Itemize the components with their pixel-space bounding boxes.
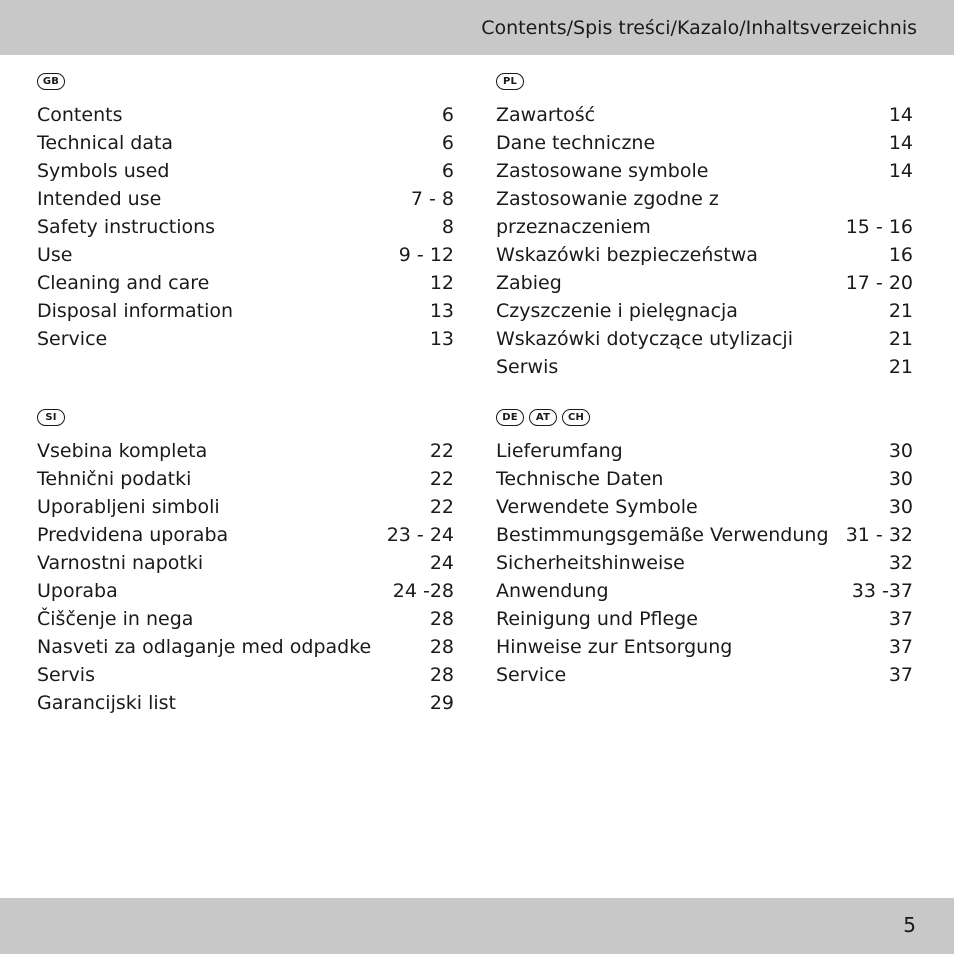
toc-entry-page: 6 — [441, 132, 454, 154]
toc-entry-page: 30 — [888, 468, 913, 490]
toc-section-de — [496, 409, 913, 689]
toc-entry[interactable] — [496, 269, 913, 297]
toc-entry[interactable] — [496, 353, 913, 381]
toc-entry-page: 12 — [429, 272, 454, 294]
toc-entry[interactable] — [496, 185, 913, 241]
toc-entry-page: 24 -28 — [392, 580, 454, 602]
toc-entry[interactable] — [496, 297, 913, 325]
toc-entry-label: Wskazówki bezpieczeństwa — [496, 244, 758, 266]
language-badges — [37, 409, 454, 428]
toc-entry[interactable] — [496, 325, 913, 353]
toc-entry[interactable] — [37, 213, 454, 241]
toc-entry-label: Safety instructions — [37, 216, 216, 238]
toc-entry[interactable] — [496, 549, 913, 577]
toc-entry-label: Hinweise zur Entsorgung — [496, 636, 733, 658]
toc-entry-label: Zabieg — [496, 272, 562, 294]
language-badges — [37, 73, 454, 92]
toc-entry[interactable] — [37, 689, 454, 717]
toc-entry[interactable] — [37, 157, 454, 185]
toc-section-si — [37, 409, 454, 717]
toc-entry[interactable] — [496, 493, 913, 521]
page-header-title: Contents/Spis treści/Kazalo/Inhaltsverzeichnis — [481, 17, 917, 39]
page-number: 5 — [903, 913, 916, 937]
language-badge-de: DE — [496, 409, 524, 426]
toc-entry-page: 7 - 8 — [410, 188, 454, 210]
toc-entry-page: 22 — [429, 468, 454, 490]
toc-entry-label-continuation: przeznaczeniem — [496, 216, 651, 238]
toc-entry-label: Lieferumfang — [496, 440, 623, 462]
toc-section-pl — [496, 73, 913, 381]
toc-entry[interactable] — [496, 465, 913, 493]
toc-entry-label: Varnostni napotki — [37, 552, 204, 574]
toc-entry-page: 14 — [888, 104, 913, 126]
toc-entry[interactable] — [37, 437, 454, 465]
toc-entry-label: Zastosowanie zgodne z — [496, 188, 719, 210]
toc-entry-label: Sicherheitshinweise — [496, 552, 685, 574]
toc-entry-page: 28 — [429, 608, 454, 630]
toc-entry-page: 37 — [888, 636, 913, 658]
language-badge-ch: CH — [562, 409, 590, 426]
toc-entry[interactable] — [37, 577, 454, 605]
toc-entry[interactable] — [37, 269, 454, 297]
toc-entry-label: Wskazówki dotyczące utylizacji — [496, 328, 793, 350]
toc-entry-label: Tehnični podatki — [37, 468, 192, 490]
language-badge-at: AT — [529, 409, 557, 426]
toc-entry[interactable] — [496, 241, 913, 269]
toc-entry-label: Cleaning and care — [37, 272, 210, 294]
language-badges — [496, 409, 913, 428]
toc-entry-label: Zawartość — [496, 104, 596, 126]
toc-entry-label: Servis — [37, 664, 95, 686]
toc-entry-label: Contents — [37, 104, 123, 126]
toc-entry-label: Symbols used — [37, 160, 170, 182]
toc-entry-label: Czyszczenie i pielęgnacja — [496, 300, 738, 322]
toc-entry[interactable] — [37, 661, 454, 689]
footer-bar — [0, 898, 954, 954]
toc-entry[interactable] — [496, 101, 913, 129]
toc-entry[interactable] — [496, 605, 913, 633]
toc-entry[interactable] — [37, 325, 454, 353]
toc-entry-label: Verwendete Symbole — [496, 496, 698, 518]
toc-entry[interactable] — [496, 521, 913, 549]
toc-entry-page: 22 — [429, 496, 454, 518]
toc-entry-page: 37 — [888, 608, 913, 630]
language-badge-si: SI — [37, 409, 65, 426]
toc-entry-page: 21 — [888, 328, 913, 350]
toc-entry[interactable] — [37, 493, 454, 521]
toc-entry-label: Bestimmungsgemäße Verwendung — [496, 524, 829, 546]
toc-entry[interactable] — [37, 549, 454, 577]
toc-entry-page: 30 — [888, 440, 913, 462]
toc-entry-label: Dane techniczne — [496, 132, 656, 154]
toc-entry-page: 16 — [888, 244, 913, 266]
toc-entry[interactable] — [496, 633, 913, 661]
language-badges — [496, 73, 913, 92]
language-badge-pl: PL — [496, 73, 524, 90]
toc-entry[interactable] — [37, 185, 454, 213]
toc-entry[interactable] — [496, 437, 913, 465]
toc-entry-page: 6 — [441, 160, 454, 182]
toc-entry[interactable] — [37, 129, 454, 157]
toc-entry-label: Anwendung — [496, 580, 609, 602]
toc-entry-label: Service — [37, 328, 108, 350]
toc-entry-page: 13 — [429, 300, 454, 322]
toc-entry-label: Disposal information — [37, 300, 234, 322]
toc-entry-label: Serwis — [496, 356, 559, 378]
toc-entry-label: Nasveti za odlaganje med odpadke — [37, 636, 372, 658]
toc-entry[interactable] — [496, 577, 913, 605]
toc-entry-page: 9 - 12 — [398, 244, 454, 266]
toc-entry[interactable] — [37, 297, 454, 325]
toc-entry[interactable] — [496, 661, 913, 689]
toc-entry-continuation — [496, 213, 913, 241]
toc-entry-label: Čiščenje in nega — [37, 608, 194, 630]
toc-entry-page: 21 — [888, 356, 913, 378]
toc-entry-page: 29 — [429, 692, 454, 714]
toc-entry-page: 33 -37 — [851, 580, 913, 602]
toc-entry-page: 21 — [888, 300, 913, 322]
toc-entry-page: 28 — [429, 636, 454, 658]
toc-entry-label: Intended use — [37, 188, 162, 210]
toc-entry-page: 30 — [888, 496, 913, 518]
toc-entry-label: Technical data — [37, 132, 174, 154]
toc-entry-page: 23 - 24 — [386, 524, 454, 546]
toc-section-gb — [37, 73, 454, 353]
toc-entry-label: Garancijski list — [37, 692, 176, 714]
toc-entry-label: Service — [496, 664, 567, 686]
toc-entry-label: Technische Daten — [496, 468, 664, 490]
toc-entry[interactable] — [37, 521, 454, 549]
toc-entry-page: 14 — [888, 160, 913, 182]
toc-entry-page: 8 — [441, 216, 454, 238]
toc-entry[interactable] — [496, 157, 913, 185]
toc-entry-label: Uporaba — [37, 580, 118, 602]
toc-entry-page: 24 — [429, 552, 454, 574]
toc-entry-page: 6 — [441, 104, 454, 126]
toc-entry[interactable] — [37, 633, 454, 661]
header-bar — [0, 0, 954, 55]
toc-entry-page: 13 — [429, 328, 454, 350]
toc-entry-label: Uporabljeni simboli — [37, 496, 220, 518]
toc-entry[interactable] — [37, 465, 454, 493]
toc-entry-page: 17 - 20 — [845, 272, 913, 294]
toc-entry-page: 15 - 16 — [845, 216, 913, 238]
toc-entry-page: 22 — [429, 440, 454, 462]
toc-entry-page: 31 - 32 — [845, 524, 913, 546]
toc-entry-page: 28 — [429, 664, 454, 686]
language-badge-gb: GB — [37, 73, 65, 90]
toc-entry[interactable] — [37, 101, 454, 129]
toc-entry[interactable] — [496, 129, 913, 157]
toc-entry-page: 32 — [888, 552, 913, 574]
toc-entry-label: Predvidena uporaba — [37, 524, 229, 546]
toc-entry-page: 37 — [888, 664, 913, 686]
toc-entry-label: Reinigung und Pflege — [496, 608, 698, 630]
toc-entry-label: Vsebina kompleta — [37, 440, 208, 462]
toc-entry-page: 14 — [888, 132, 913, 154]
toc-entry[interactable] — [37, 241, 454, 269]
toc-entry[interactable] — [37, 605, 454, 633]
toc-entry-label: Zastosowane symbole — [496, 160, 709, 182]
toc-entry-label: Use — [37, 244, 73, 266]
